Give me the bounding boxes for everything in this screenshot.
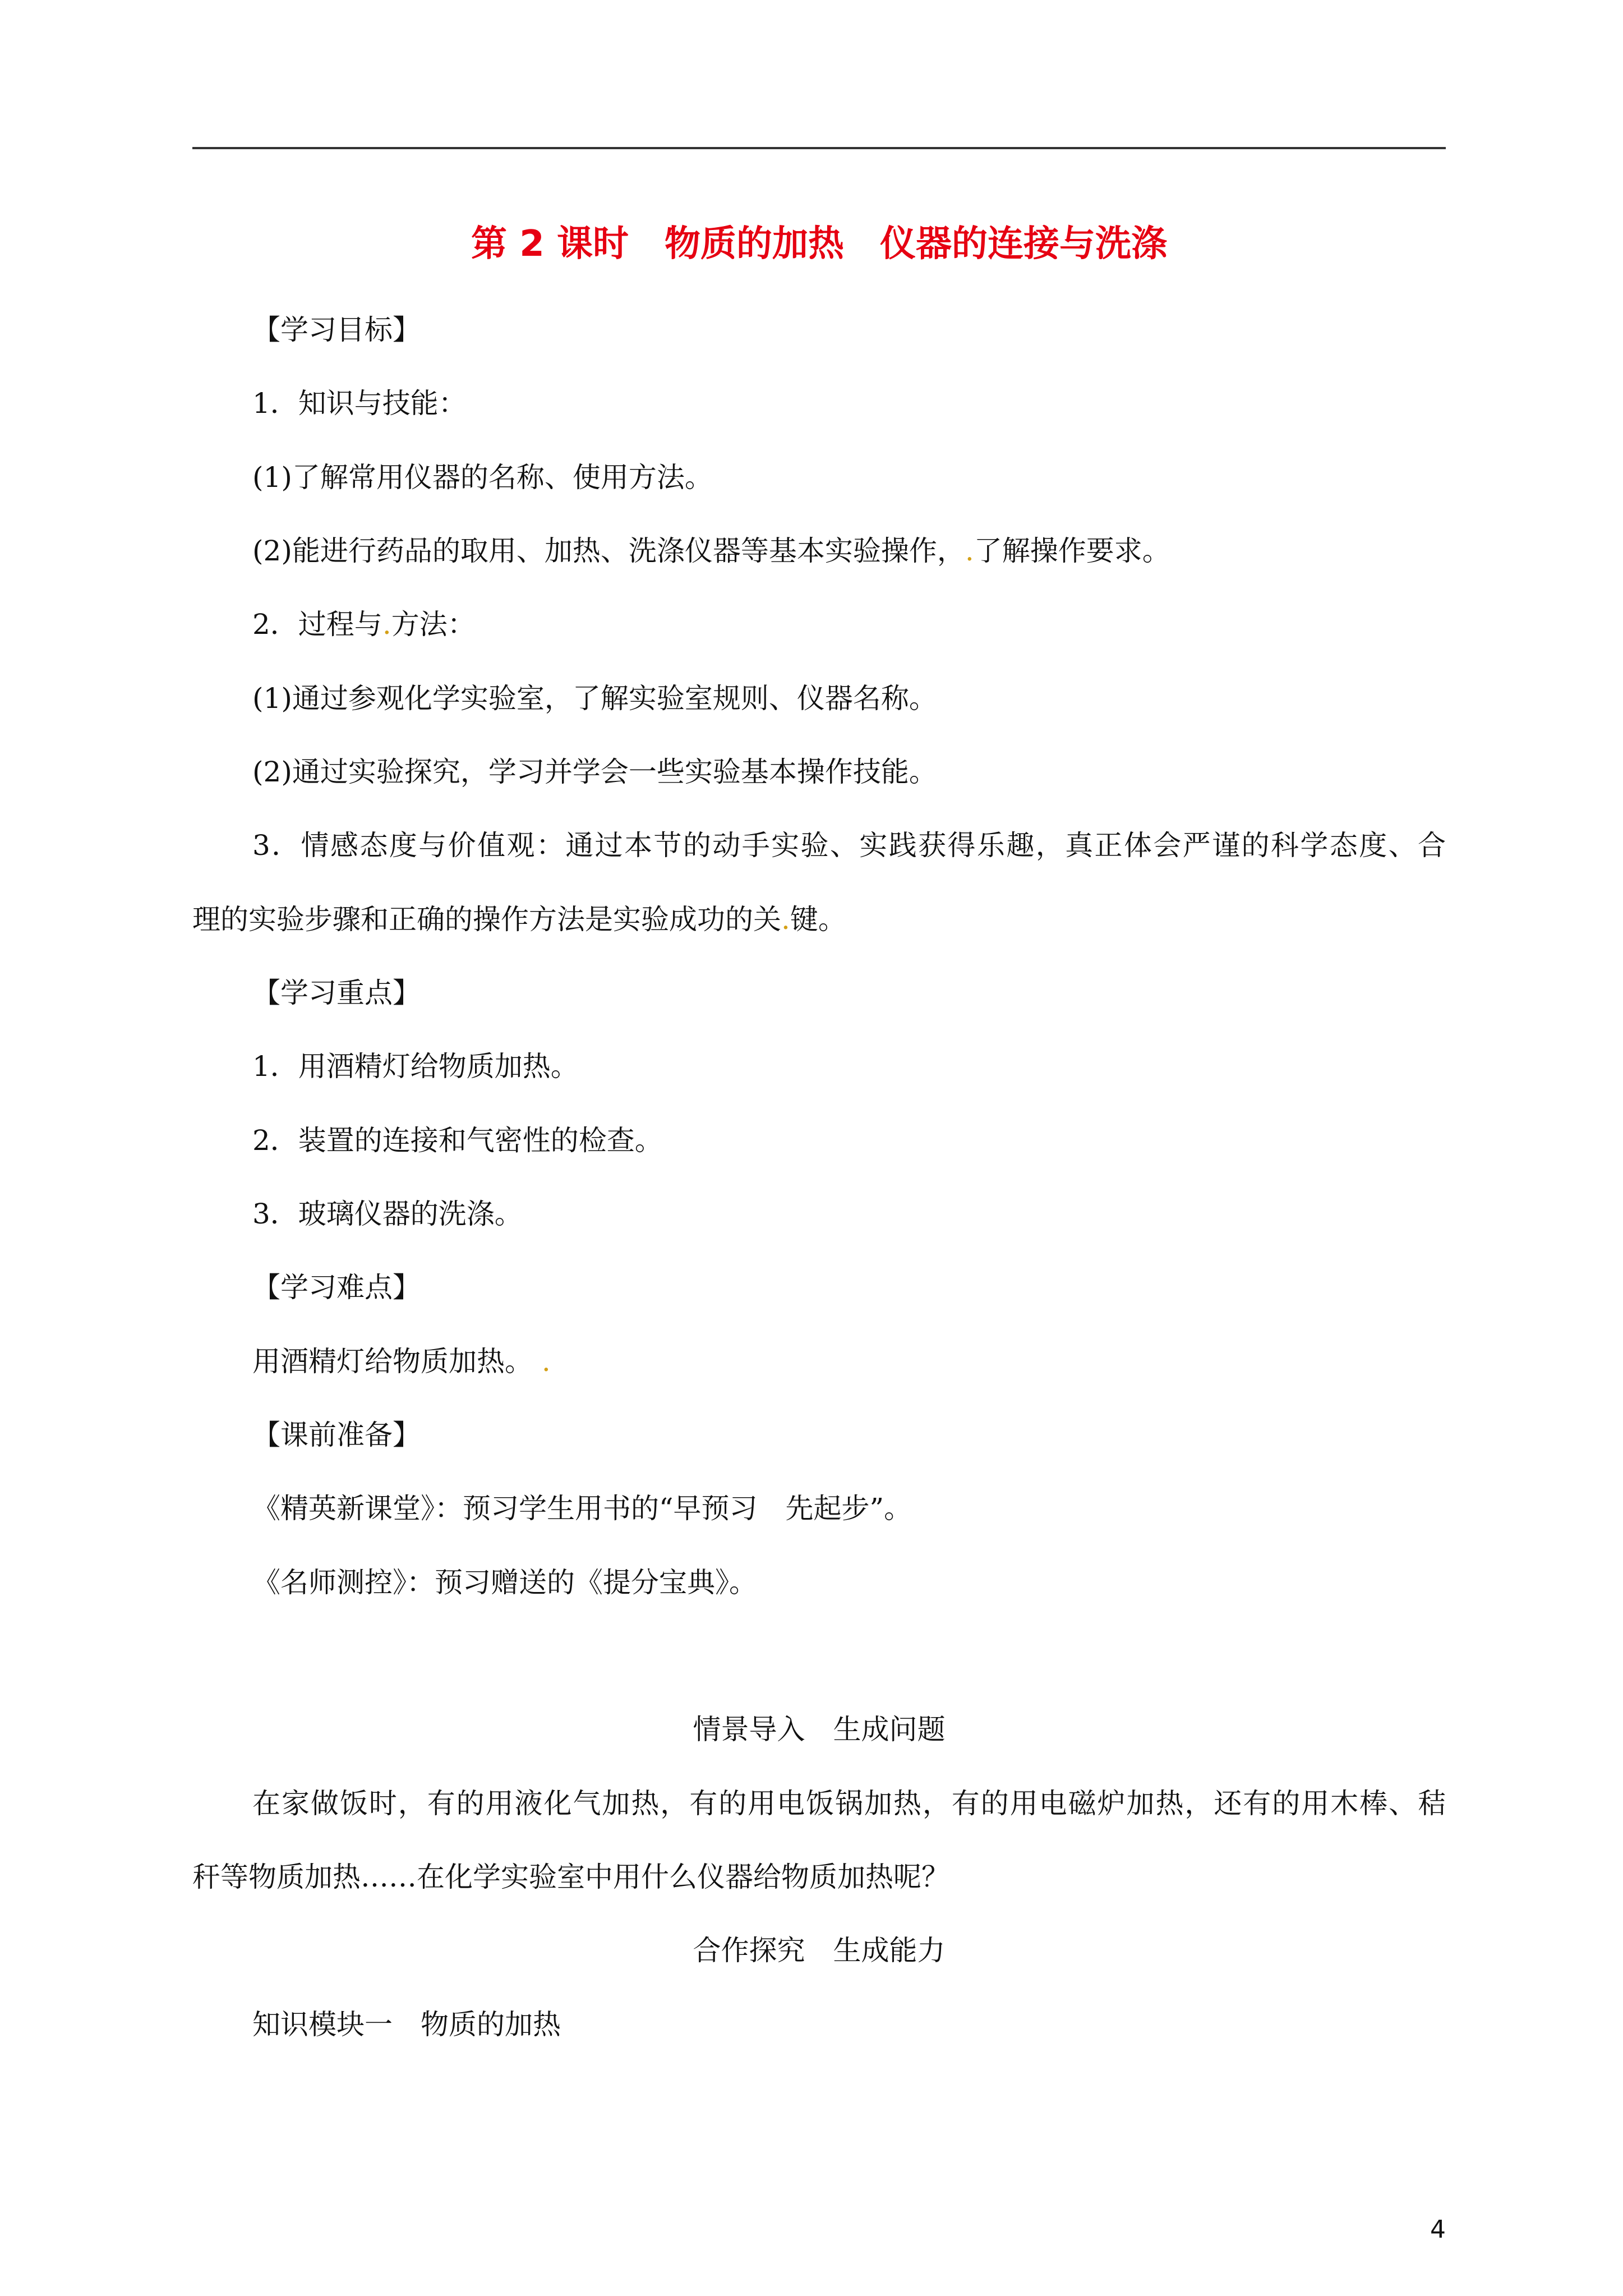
- goals-heading: 【学习目标】: [252, 314, 421, 346]
- goal-emotion-cont: 理的实验步骤和正确的操作方法是实验成功的关.键。: [192, 903, 846, 936]
- goal-k2: (2)能进行药品的取用、加热、洗涤仪器等基本实验操作，.了解操作要求。: [252, 535, 1170, 567]
- goal-knowledge: 1．知识与技能：: [252, 387, 467, 420]
- page-number: 4: [1430, 2215, 1446, 2244]
- goal-p1: (1)通过参观化学实验室，了解实验室规则、仪器名称。: [252, 682, 937, 715]
- key-point-1: 1．用酒精灯给物质加热。: [252, 1050, 579, 1083]
- module-heading: 知识模块一 物质的加热: [252, 2008, 561, 2041]
- goal-emotion: 3．情感态度与价值观：通过本节的动手实验、实践获得乐趣，真正体会严谨的科学态度、合: [252, 829, 1446, 862]
- prep-line-2: 《名师测控》：预习赠送的《提分宝典》。: [252, 1566, 757, 1599]
- intro-paragraph-line-1: 在家做饭时，有的用液化气加热，有的用电饭锅加热，有的用电磁炉加热，还有的用木棒、秸: [252, 1787, 1446, 1820]
- intro-paragraph-line-2: 秆等物质加热……在化学实验室中用什么仪器给物质加热呢？: [192, 1861, 949, 1893]
- header-rule: [192, 147, 1446, 149]
- key-point-3: 3．玻璃仪器的洗涤。: [252, 1198, 523, 1230]
- difficulty-heading: 【学习难点】: [252, 1271, 421, 1304]
- coop-heading: 合作探究 生成能力: [693, 1934, 946, 1967]
- difficulty-text: 用酒精灯给物质加热。 .: [252, 1345, 551, 1378]
- prep-line-1: 《精英新课堂》：预习学生用书的“早预习 先起步”。: [252, 1492, 912, 1525]
- key-point-2: 2．装置的连接和气密性的检查。: [252, 1124, 663, 1157]
- goal-process: 2．过程与.方法：: [252, 608, 476, 641]
- intro-heading: 情景导入 生成问题: [693, 1713, 946, 1746]
- lesson-title: 第 2 课时 物质的加热 仪器的连接与洗涤: [471, 223, 1168, 265]
- goal-p2: (2)通过实验探究，学习并学会一些实验基本操作技能。: [252, 756, 937, 788]
- goal-k1: (1)了解常用仪器的名称、使用方法。: [252, 461, 713, 494]
- prep-heading: 【课前准备】: [252, 1419, 421, 1451]
- key-points-heading: 【学习重点】: [252, 977, 421, 1009]
